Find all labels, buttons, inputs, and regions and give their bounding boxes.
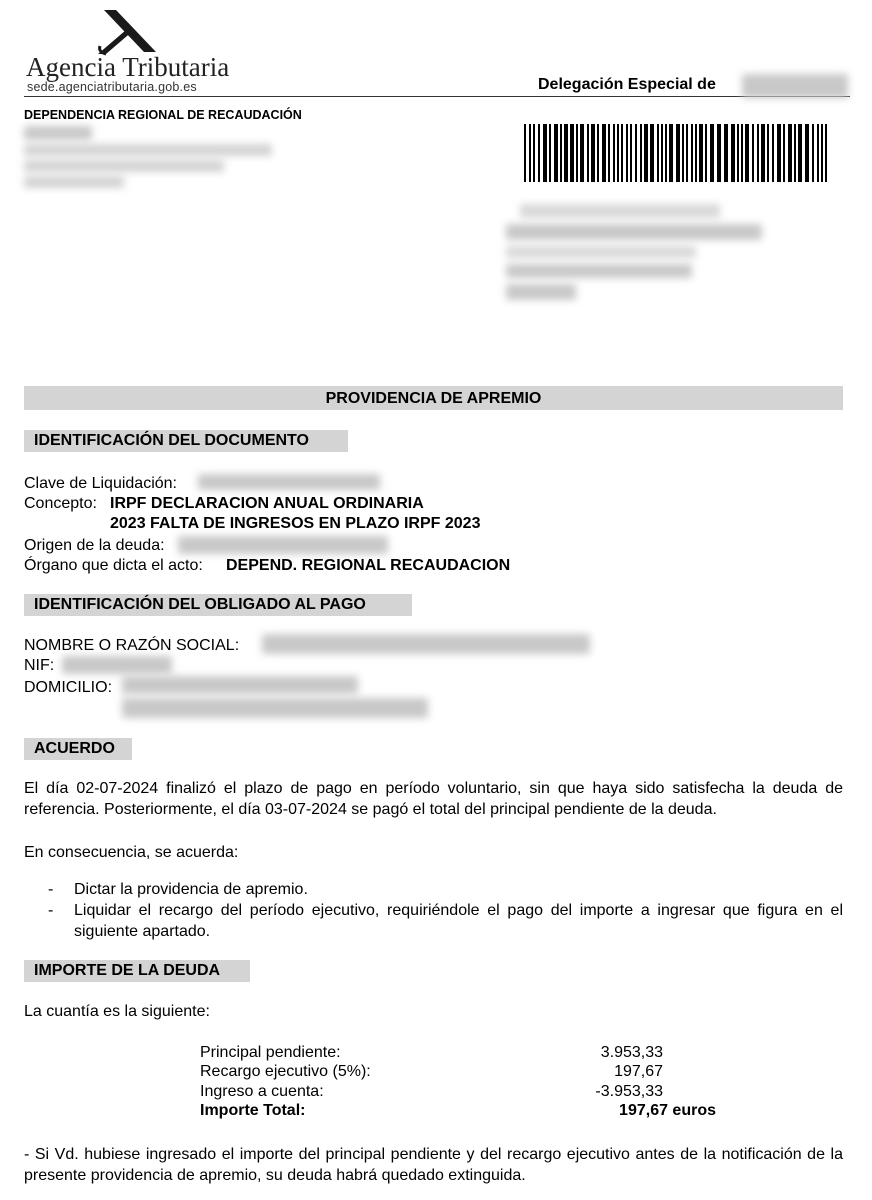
barcode-bar [777, 124, 781, 182]
list-item-text: Liquidar el recargo del período ejecutivo, requiriéndole el pago del importe a ingresar que figura en el siguiente apartado. [74, 902, 843, 940]
barcode-bar [821, 124, 823, 182]
barcode-bar [817, 124, 819, 182]
barcode-bar [724, 124, 728, 182]
barcode-bar [626, 124, 628, 182]
barcode-bar [554, 124, 558, 182]
total-value: 197,67 euros [619, 1102, 716, 1119]
agency-logo-icon [96, 8, 160, 56]
redacted-clave [198, 474, 380, 490]
barcode-bar [794, 124, 796, 182]
extinction-note: - Si Vd. hubiese ingresado el importe del principal pendiente y del recargo ejecutivo antes de la notificación de la presente providencia de apremio, su deuda habrá quedado extinguida. [24, 1146, 843, 1184]
barcode-bar [617, 124, 619, 182]
barcode [522, 124, 832, 182]
barcode-bar [549, 124, 551, 182]
barcode-bar [564, 124, 568, 182]
header-divider [24, 96, 850, 97]
barcode-bar [635, 124, 637, 182]
agency-name: Agencia Tributaria [26, 52, 230, 82]
nif-label: NIF: [24, 657, 55, 674]
redacted-origen [178, 536, 388, 554]
barcode-bar [560, 124, 562, 182]
section-document-id: IDENTIFICACIÓN DEL DOCUMENTO [24, 430, 348, 452]
barcode-bar [705, 124, 707, 182]
barcode-bar [676, 124, 680, 182]
barcode-bar [752, 124, 754, 182]
barcode-bar [665, 124, 667, 182]
barcode-bar [695, 124, 697, 182]
redacted-recipient-address [506, 246, 696, 258]
redacted-sender-address [24, 176, 124, 188]
barcode-bar [657, 124, 659, 182]
barcode-bar [783, 124, 785, 182]
list-item [48, 900, 843, 942]
barcode-bar [710, 124, 714, 182]
barcode-bar [798, 124, 802, 182]
barcode-bar [602, 124, 606, 182]
concepto-label: Concepto: [24, 495, 97, 512]
barcode-bar [524, 124, 526, 182]
concepto-value-line2: 2023 FALTA DE INGRESOS EN PLAZO IRPF 2023 [110, 515, 481, 532]
redacted-delegation [742, 74, 848, 98]
barcode-bar [691, 124, 693, 182]
redacted-sender-address [24, 144, 272, 156]
amount-label: Principal pendiente: [200, 1044, 341, 1061]
barcode-bar [737, 124, 739, 182]
organo-value: DEPEND. REGIONAL RECAUDACION [226, 557, 511, 574]
barcode-bar [591, 124, 595, 182]
redacted-domicilio [122, 698, 428, 718]
redacted-sender-address [24, 160, 224, 172]
nombre-label: NOMBRE O RAZÓN SOCIAL: [24, 637, 240, 654]
barcode-bar [570, 124, 574, 182]
redacted-recipient-address [506, 284, 576, 300]
barcode-bar [644, 124, 648, 182]
barcode-bar [597, 124, 599, 182]
barcode-bar [767, 124, 769, 182]
barcode-bar [661, 124, 663, 182]
barcode-bar [745, 124, 749, 182]
agency-url: sede.agenciatributaria.gob.es [27, 80, 197, 94]
barcode-bar [650, 124, 654, 182]
amount-value: -3.953,33 [595, 1083, 663, 1100]
redacted-nombre [262, 634, 590, 654]
barcode-bar [761, 124, 765, 182]
barcode-bar [613, 124, 615, 182]
amount-label: Ingreso a cuenta: [200, 1083, 324, 1100]
barcode-bar [757, 124, 759, 182]
section-obligado: IDENTIFICACIÓN DEL OBLIGADO AL PAGO [24, 594, 412, 616]
redacted-recipient-address [520, 204, 720, 218]
organo-label: Órgano que dicta el acto: [24, 557, 203, 574]
acuerdo-intro: En consecuencia, se acuerda: [24, 844, 239, 861]
bullet-dash: - [48, 881, 54, 898]
redacted-recipient-address [506, 224, 762, 240]
barcode-bar [741, 124, 743, 182]
amount-value: 197,67 [614, 1063, 663, 1080]
section-importe: IMPORTE DE LA DEUDA [24, 960, 250, 982]
clave-label: Clave de Liquidación: [24, 475, 177, 492]
barcode-bar [621, 124, 623, 182]
barcode-bar [772, 124, 774, 182]
barcode-bar [731, 124, 735, 182]
domicilio-label: DOMICILIO: [24, 679, 113, 696]
barcode-bar [812, 124, 814, 182]
redacted-sender-address [24, 126, 92, 140]
barcode-bar [788, 124, 792, 182]
origen-label: Origen de la deuda: [24, 537, 165, 554]
acuerdo-paragraph: El día 02-07-2024 finalizó el plazo de pago en período voluntario, sin que haya sido satisfecha la deuda de referencia. Posteriormente, el día 03-07-2024 se pagó el total del principal pendiente de la deuda. [24, 780, 843, 818]
barcode-bar [682, 124, 684, 182]
redacted-nif [62, 656, 172, 674]
barcode-bar [630, 124, 632, 182]
barcode-bar [640, 124, 642, 182]
acuerdo-list [48, 879, 843, 942]
barcode-bar [699, 124, 703, 182]
barcode-bar [825, 124, 827, 182]
redacted-recipient-address [506, 264, 692, 278]
list-item [48, 879, 843, 900]
barcode-bar [608, 124, 610, 182]
barcode-bar [543, 124, 547, 182]
document-title: PROVIDENCIA DE APREMIO [24, 386, 843, 410]
amount-label: Recargo ejecutivo (5%): [200, 1063, 371, 1080]
amount-value: 3.953,33 [600, 1044, 663, 1061]
barcode-bar [669, 124, 673, 182]
dependency-label: DEPENDENCIA REGIONAL DE RECAUDACIÓN [24, 108, 302, 122]
section-acuerdo: ACUERDO [24, 738, 132, 760]
bullet-dash: - [48, 902, 54, 919]
barcode-bar [529, 124, 531, 182]
list-item-text: Dictar la providencia de apremio. [74, 881, 308, 898]
total-label: Importe Total: [200, 1102, 306, 1119]
delegation-label: Delegación Especial de [538, 76, 716, 93]
redacted-domicilio [122, 676, 358, 694]
barcode-bar [533, 124, 535, 182]
importe-intro: La cuantía es la siguiente: [24, 1003, 210, 1020]
barcode-bar [686, 124, 688, 182]
barcode-bar [805, 124, 809, 182]
barcode-bar [538, 124, 540, 182]
barcode-bar [587, 124, 589, 182]
barcode-bar [717, 124, 721, 182]
concepto-value-line1: IRPF DECLARACION ANUAL ORDINARIA [110, 495, 424, 512]
barcode-bar [580, 124, 584, 182]
barcode-bar [576, 124, 578, 182]
